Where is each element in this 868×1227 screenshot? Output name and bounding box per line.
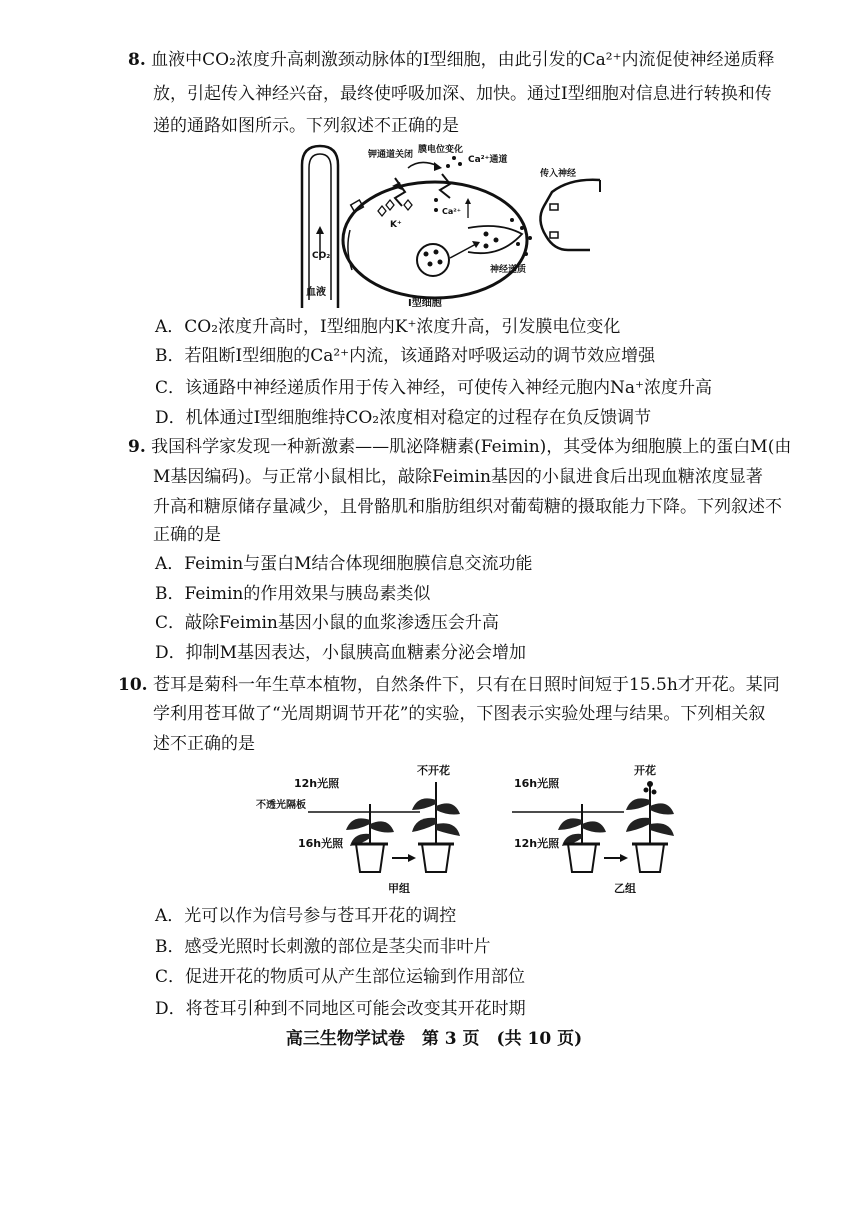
group-b-pot-2 xyxy=(636,844,664,872)
q8-line2: 放，引起传入神经兴奋，最终使呼吸加深、加快。通过Ⅰ型细胞对信息进行转换和传 xyxy=(153,84,772,104)
group-a-pot-1 xyxy=(356,844,384,872)
group-a-result: 不开花 xyxy=(417,764,450,777)
page-footer: 高三生物学试卷 第 3 页 (共 10 页) xyxy=(285,1029,583,1049)
q9-line1: 我国科学家发现一种新激素——肌泌降糖素(Feimin)，其受体为细胞膜上的蛋白M(由 xyxy=(151,437,792,457)
q8-option-c[interactable]: C．该通路中神经递质作用于传入神经，可使传入神经元胞内Na⁺浓度升高 xyxy=(155,378,712,398)
q10-stem xyxy=(118,674,780,696)
q9-line3: 升高和糖原储存量减少，且骨骼肌和脂肪组织对葡萄糖的摄取能力下降。下列叙述不 xyxy=(153,497,782,517)
group-a-partition-label: 不透光隔板 xyxy=(256,800,306,811)
group-a-pot-2 xyxy=(422,844,450,872)
q10-option-a[interactable]: A．光可以作为信号参与苍耳开花的调控 xyxy=(155,906,457,926)
q8-number: 8. xyxy=(128,50,146,70)
q8-option-d[interactable]: D．机体通过Ⅰ型细胞维持CO₂浓度相对稳定的过程存在负反馈调节 xyxy=(155,408,652,428)
group-b-bottom-light: 12h光照 xyxy=(514,837,560,850)
q9-line4: 正确的是 xyxy=(153,525,221,545)
neurotransmitter-label: 神经递质 xyxy=(490,265,527,275)
q10-option-d[interactable]: D．将苍耳引种到不同地区可能会改变其开花时期 xyxy=(155,999,526,1019)
q9-option-b[interactable]: B．Feimin的作用效果与胰岛素类似 xyxy=(155,584,431,604)
q8-stem xyxy=(128,49,775,71)
q9-option-c[interactable]: C．敲除Feimin基因小鼠的血浆渗透压会升高 xyxy=(155,613,499,633)
type1-cell-label: Ⅰ型细胞 xyxy=(408,298,442,309)
q10-number: 10. xyxy=(118,675,148,695)
group-a-top-light: 12h光照 xyxy=(294,777,340,790)
q9-option-a[interactable]: A．Feimin与蛋白M结合体现细胞膜信息交流功能 xyxy=(155,554,533,574)
k-channel-label: 钾通道关闭 xyxy=(368,150,414,160)
q10-option-c[interactable]: C．促进开花的物质可从产生部位运输到作用部位 xyxy=(155,967,526,987)
q8-option-b[interactable]: B．若阻断Ⅰ型细胞的Ca²⁺内流，该通路对呼吸运动的调节效应增强 xyxy=(155,346,656,366)
afferent-nerve xyxy=(540,180,600,250)
q10-line2: 学利用苍耳做了“光周期调节开花”的实验，下图表示实验处理与结果。下列相关叙 xyxy=(153,704,766,724)
vesicle xyxy=(417,244,449,276)
co2-label: CO₂ xyxy=(312,251,331,261)
ca-channel-label: Ca²⁺通道 xyxy=(468,155,508,165)
calcium-channel xyxy=(440,174,450,198)
q10-option-b[interactable]: B．感受光照时长刺激的部位是茎尖而非叶片 xyxy=(155,937,491,957)
q8-option-a[interactable]: A．CO₂浓度升高时，Ⅰ型细胞内K⁺浓度升高，引发膜电位变化 xyxy=(155,317,621,337)
q8-line1: 血液中CO₂浓度升高刺激颈动脉体的Ⅰ型细胞，由此引发的Ca²⁺内流促使神经递质释 xyxy=(151,50,775,70)
q10-line1: 苍耳是菊科一年生草本植物，自然条件下，只有在日照时间短于15.5h才开花。某同 xyxy=(152,675,780,695)
k-ion-label: K⁺ xyxy=(390,220,402,230)
q10-figure xyxy=(252,760,692,900)
q10-line3: 述不正确的是 xyxy=(153,734,255,754)
q8-line3: 递的通路如图所示。下列叙述不正确的是 xyxy=(153,116,459,136)
group-a-bottom-light: 16h光照 xyxy=(298,837,344,850)
q8-figure xyxy=(290,140,610,312)
group-b-result: 开花 xyxy=(634,764,656,777)
q9-number: 9. xyxy=(128,437,146,457)
membrane-potential-label: 膜电位变化 xyxy=(418,145,464,155)
blood-label: 血液 xyxy=(306,287,326,298)
q9-option-d[interactable]: D．抑制M基因表达，小鼠胰高血糖素分泌会增加 xyxy=(155,643,527,663)
group-b-pot-1 xyxy=(568,844,596,872)
afferent-nerve-label: 传入神经 xyxy=(540,169,577,179)
group-a-label: 甲组 xyxy=(388,882,410,895)
q9-stem xyxy=(128,436,791,458)
ca-ion-label: Ca²⁺ xyxy=(442,207,461,216)
group-b-top-light: 16h光照 xyxy=(514,777,560,790)
q9-line2: M基因编码)。与正常小鼠相比，敲除Feimin基因的小鼠进食后出现血糖浓度显著 xyxy=(153,467,763,487)
group-b-label: 乙组 xyxy=(614,882,636,895)
